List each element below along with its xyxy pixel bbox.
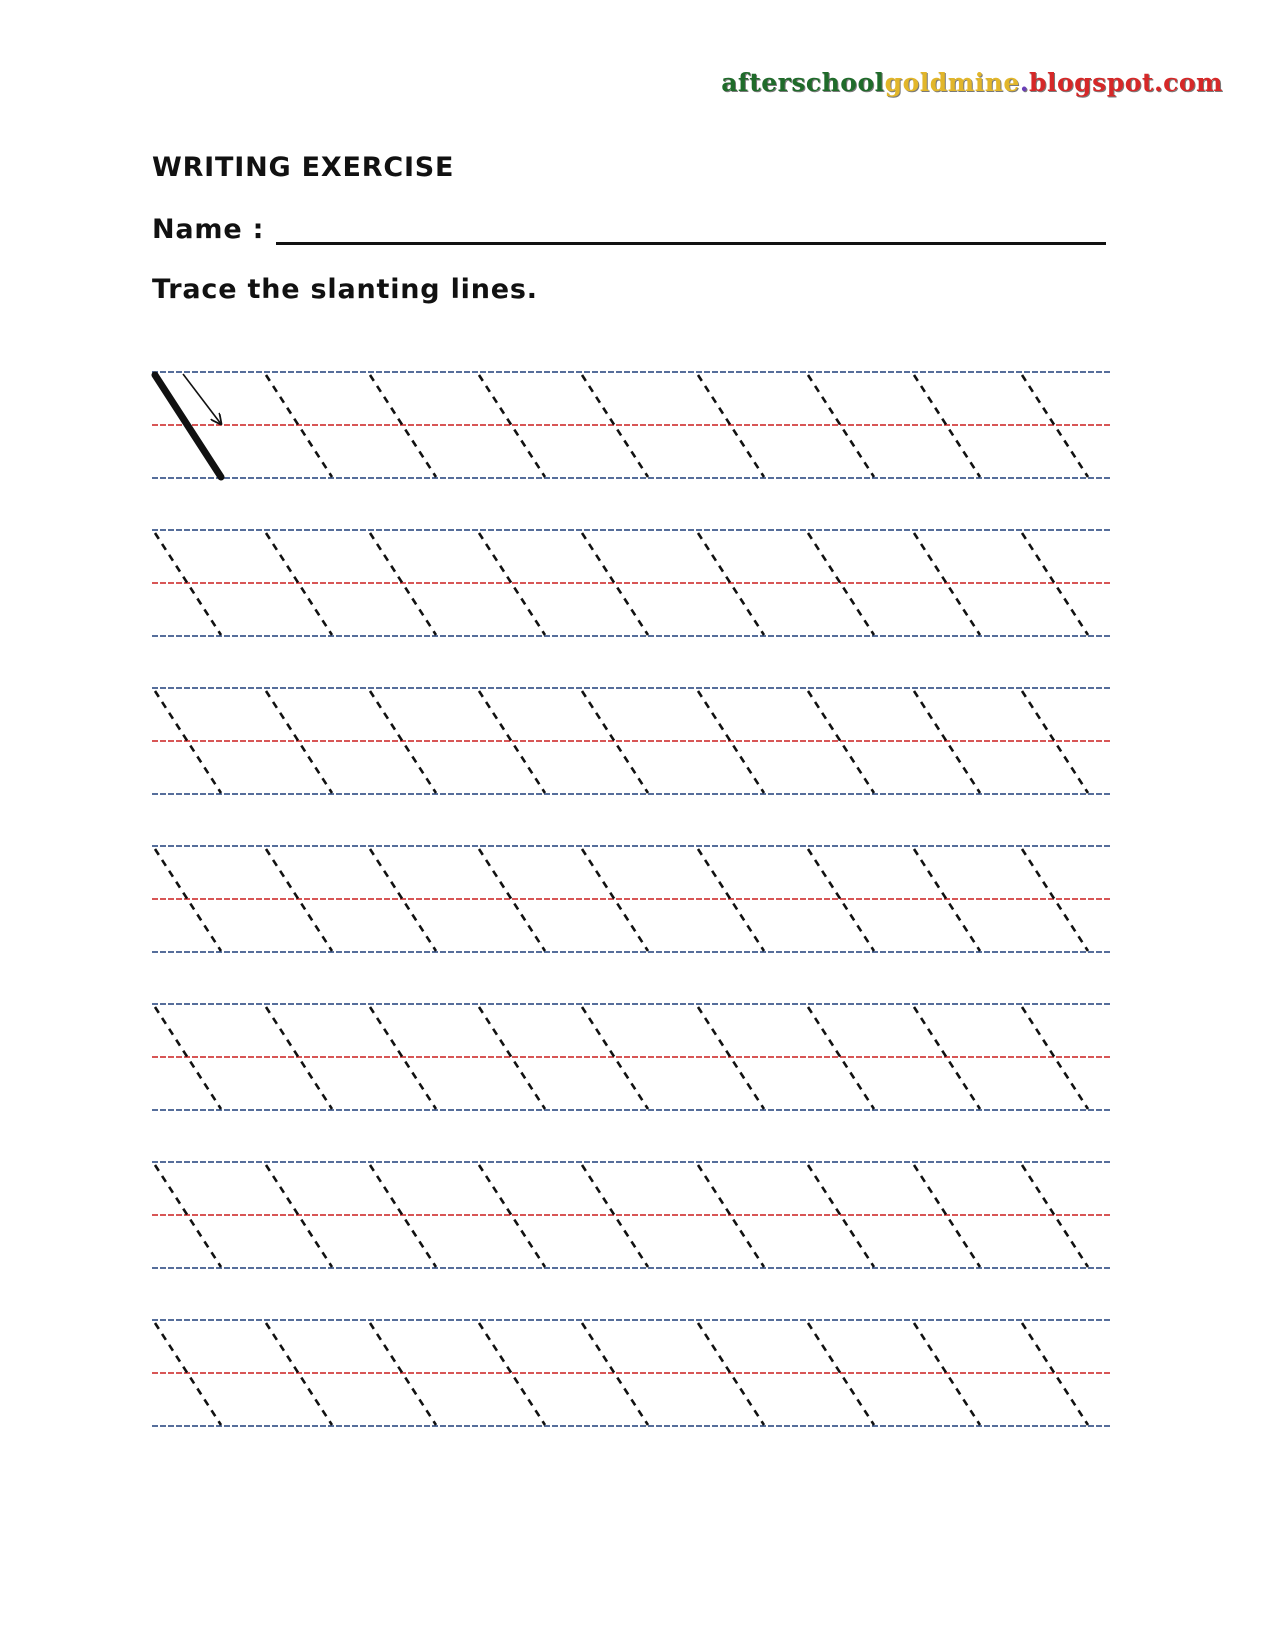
dashed-trace-stroke[interactable] [155,1165,221,1267]
dashed-trace-stroke[interactable] [808,1165,874,1267]
name-label: Name : [152,214,265,245]
dashed-trace-stroke[interactable] [582,1007,648,1109]
dashed-trace-stroke[interactable] [1022,849,1088,951]
dashed-trace-stroke[interactable] [266,691,332,793]
dashed-trace-stroke[interactable] [479,375,545,477]
instruction-text: Trace the slanting lines. [152,274,538,305]
dashed-trace-stroke[interactable] [370,375,436,477]
dashed-trace-stroke[interactable] [155,691,221,793]
dashed-trace-stroke[interactable] [808,533,874,635]
page-title: WRITING EXERCISE [152,152,455,183]
dashed-trace-stroke[interactable] [698,1007,764,1109]
dashed-trace-stroke[interactable] [370,691,436,793]
dashed-trace-stroke[interactable] [914,533,980,635]
dashed-trace-stroke[interactable] [155,849,221,951]
dashed-trace-stroke[interactable] [266,533,332,635]
dashed-trace-stroke[interactable] [914,691,980,793]
dashed-trace-stroke[interactable] [266,1165,332,1267]
dashed-trace-stroke[interactable] [479,691,545,793]
dashed-trace-stroke[interactable] [1022,375,1088,477]
dashed-trace-stroke[interactable] [370,533,436,635]
dashed-trace-stroke[interactable] [479,1165,545,1267]
dashed-trace-stroke[interactable] [698,375,764,477]
dashed-trace-stroke[interactable] [914,1165,980,1267]
dashed-trace-stroke[interactable] [698,1323,764,1425]
dashed-trace-stroke[interactable] [370,1323,436,1425]
dashed-trace-stroke[interactable] [914,1007,980,1109]
dashed-trace-stroke[interactable] [582,375,648,477]
dashed-trace-stroke[interactable] [370,1165,436,1267]
dashed-trace-stroke[interactable] [266,1007,332,1109]
logo-text-afterschool: afterschool [721,68,885,97]
dashed-trace-stroke[interactable] [479,849,545,951]
dashed-trace-stroke[interactable] [808,1323,874,1425]
dashed-trace-stroke[interactable] [582,1323,648,1425]
dashed-trace-stroke[interactable] [1022,1323,1088,1425]
dashed-trace-stroke[interactable] [582,1165,648,1267]
dashed-trace-stroke[interactable] [582,533,648,635]
dashed-trace-stroke[interactable] [479,1323,545,1425]
dashed-trace-stroke[interactable] [479,1007,545,1109]
dashed-trace-stroke[interactable] [698,1165,764,1267]
dashed-trace-stroke[interactable] [155,533,221,635]
dashed-trace-stroke[interactable] [914,375,980,477]
dashed-trace-stroke[interactable] [1022,533,1088,635]
logo-text-dot: . [1019,68,1030,97]
logo-text-goldmine: goldmine [884,68,1020,97]
dashed-trace-stroke[interactable] [582,849,648,951]
dashed-trace-stroke[interactable] [266,375,332,477]
logo-text-blogspot: blogspot.com [1029,68,1223,97]
dashed-trace-stroke[interactable] [698,691,764,793]
direction-arrow-icon [183,374,221,424]
dashed-trace-stroke[interactable] [1022,1007,1088,1109]
example-stroke [155,375,221,477]
dashed-trace-stroke[interactable] [1022,1165,1088,1267]
dashed-trace-stroke[interactable] [808,375,874,477]
dashed-trace-stroke[interactable] [698,533,764,635]
dashed-trace-stroke[interactable] [808,691,874,793]
dashed-trace-stroke[interactable] [155,1323,221,1425]
dashed-trace-stroke[interactable] [1022,691,1088,793]
dashed-trace-stroke[interactable] [266,849,332,951]
dashed-trace-stroke[interactable] [266,1323,332,1425]
dashed-trace-stroke[interactable] [808,849,874,951]
dashed-trace-stroke[interactable] [698,849,764,951]
dashed-trace-stroke[interactable] [582,691,648,793]
dashed-trace-stroke[interactable] [370,1007,436,1109]
dashed-trace-stroke[interactable] [370,849,436,951]
dashed-trace-stroke[interactable] [155,1007,221,1109]
dashed-trace-stroke[interactable] [479,533,545,635]
dashed-trace-stroke[interactable] [914,1323,980,1425]
dashed-trace-stroke[interactable] [914,849,980,951]
dashed-trace-stroke[interactable] [808,1007,874,1109]
